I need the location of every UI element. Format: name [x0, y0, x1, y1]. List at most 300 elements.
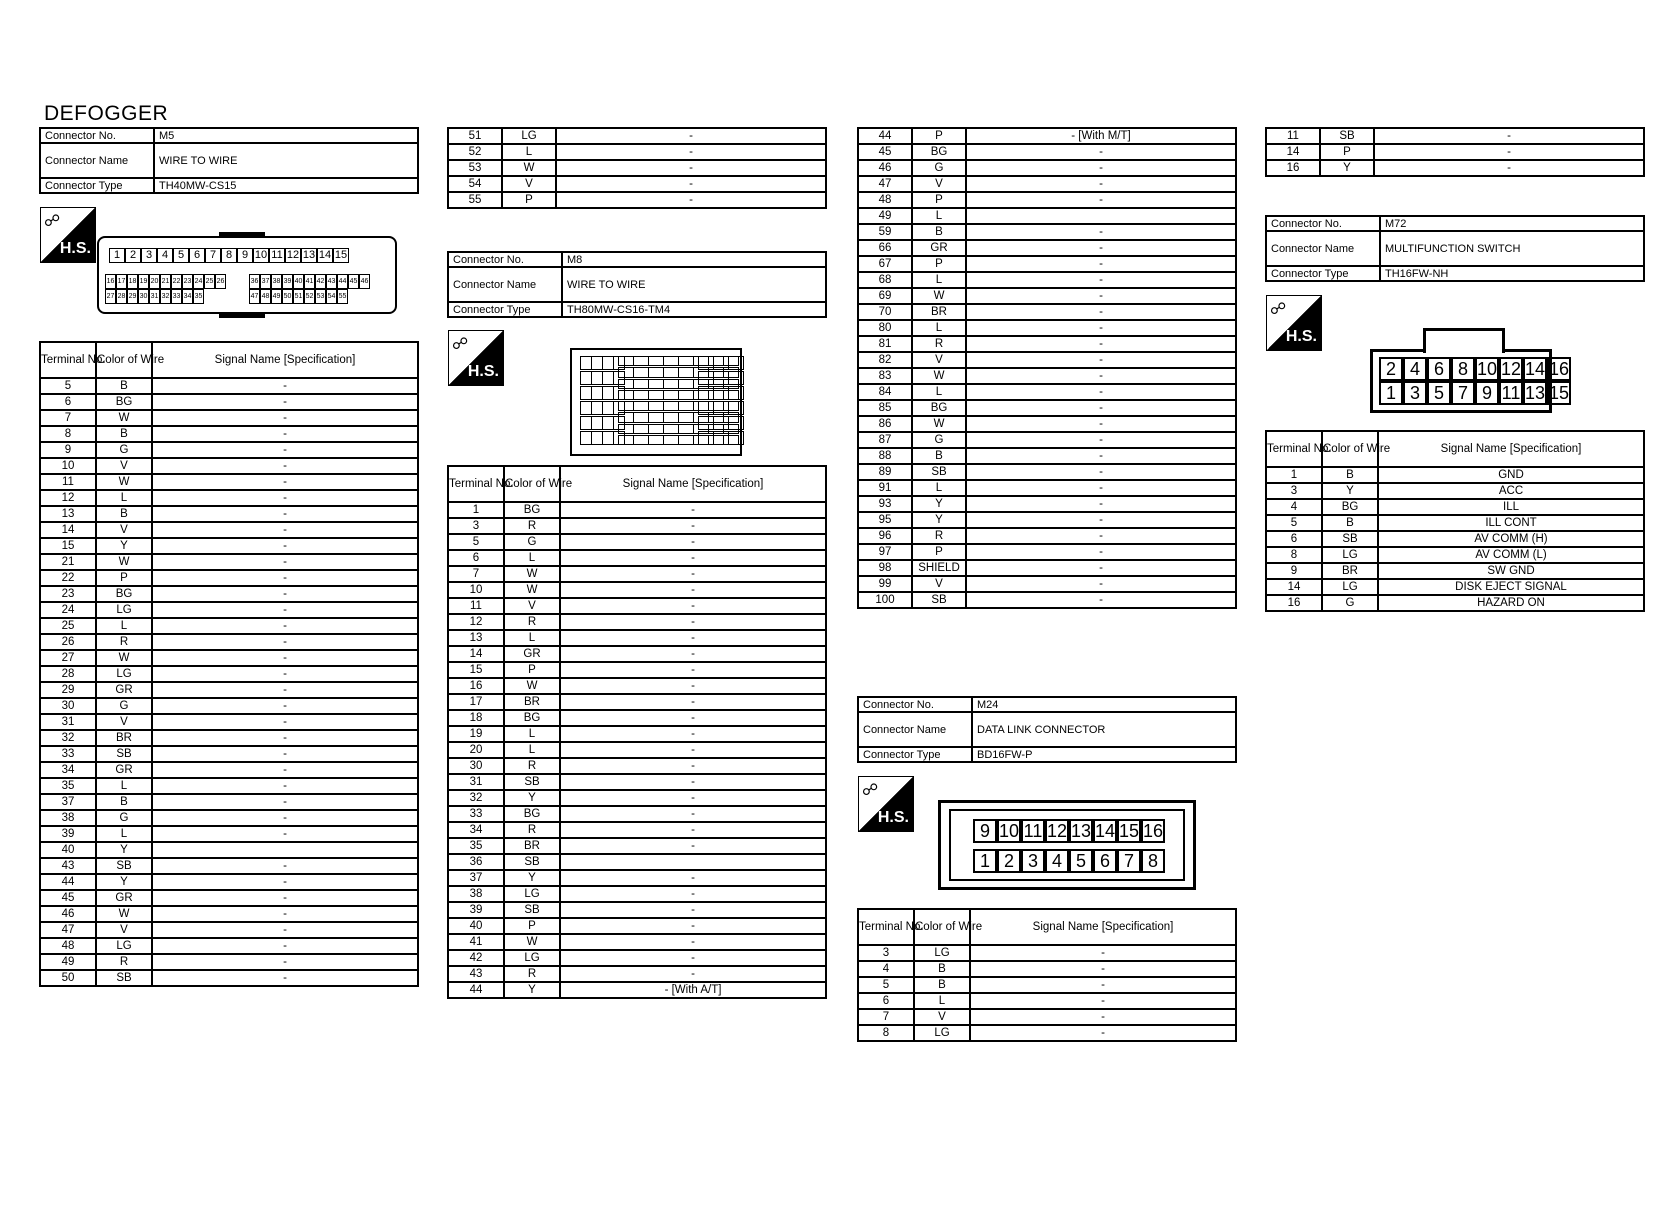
wire-color-cell: P	[912, 192, 966, 208]
signal-cell: -	[966, 144, 1236, 160]
table-row	[448, 918, 826, 934]
pin-label: 47	[249, 289, 260, 304]
terminal-cell: 14	[1266, 579, 1322, 595]
connector-name-label: Connector Name	[448, 267, 562, 302]
wire-color-cell: V	[502, 176, 556, 192]
connector-no-label: Connector No.	[858, 697, 972, 712]
wire-color-cell: P	[502, 192, 556, 208]
wire-color-cell: SB	[504, 854, 560, 870]
cavity	[698, 401, 714, 415]
cavity	[618, 367, 634, 377]
wire-color-cell: W	[96, 650, 152, 666]
terminal-cell: 59	[858, 224, 912, 240]
cavity	[713, 401, 729, 415]
terminal-cell: 30	[448, 758, 504, 774]
pin-label: 7	[205, 248, 221, 263]
wire-color-cell: W	[96, 906, 152, 922]
pin-label: 29	[127, 289, 138, 304]
table-row	[858, 432, 1236, 448]
terminal-cell: 6	[448, 550, 504, 566]
connector-name-label: Connector Name	[1266, 231, 1380, 266]
pin-label: 40	[293, 274, 304, 289]
terminal-cell: 6	[858, 993, 914, 1009]
table-row	[448, 790, 826, 806]
signal-cell: -	[560, 950, 826, 966]
cavity	[633, 424, 649, 434]
table-row	[858, 576, 1236, 592]
wire-color-cell: R	[912, 528, 966, 544]
signal-cell: -	[152, 714, 418, 730]
signal-cell: -	[152, 458, 418, 474]
wire-color-cell: L	[504, 742, 560, 758]
wire-color-cell: G	[1322, 595, 1378, 611]
terminal-cell: 8	[858, 1025, 914, 1041]
cavity	[618, 401, 634, 411]
wire-color-cell: R	[504, 758, 560, 774]
connector-no-label: Connector No.	[40, 128, 154, 143]
wire-color-cell: R	[96, 954, 152, 970]
cavity	[618, 390, 634, 400]
table-row	[858, 993, 1236, 1009]
table-row	[40, 554, 418, 570]
table-row	[40, 858, 418, 874]
signal-cell: -	[560, 550, 826, 566]
terminal-cell: 70	[858, 304, 912, 320]
signal-cell: ACC	[1378, 483, 1644, 499]
signal-cell: -	[152, 442, 418, 458]
wire-color-cell: V	[912, 176, 966, 192]
signal-cell: HAZARD ON	[1378, 595, 1644, 611]
signal-cell: -	[152, 810, 418, 826]
pin-label: 8	[221, 248, 237, 263]
pin-label: 44	[337, 274, 348, 289]
terminal-cell: 16	[1266, 595, 1322, 611]
signal-cell: -	[966, 576, 1236, 592]
table-row	[448, 192, 826, 208]
signal-cell: -	[966, 512, 1236, 528]
signal-cell: -	[152, 730, 418, 746]
table-row	[858, 144, 1236, 160]
pin-label: 14	[318, 249, 332, 261]
wire-color-cell: LG	[504, 950, 560, 966]
hs-label: H.S.	[59, 240, 91, 257]
terminal-table-m8	[447, 465, 827, 999]
wire-color-cell: BG	[504, 502, 560, 518]
signal-cell: -	[966, 192, 1236, 208]
wire-color-cell: W	[504, 566, 560, 582]
signal-cell: -	[152, 922, 418, 938]
cavity	[633, 412, 649, 422]
table-row	[40, 394, 418, 410]
cavity	[678, 379, 694, 389]
wire-color-cell: G	[96, 810, 152, 826]
terminal-cell: 53	[448, 160, 502, 176]
terminal-table-m5-continued	[447, 127, 827, 209]
signal-cell: -	[152, 474, 418, 490]
wire-color-cell: G	[912, 160, 966, 176]
wire-color-cell: BR	[504, 838, 560, 854]
terminal-cell: 4	[1266, 499, 1322, 515]
signal-cell: -	[966, 528, 1236, 544]
terminal-cell: 11	[1266, 128, 1320, 144]
table-row	[858, 416, 1236, 432]
wire-color-cell: R	[504, 614, 560, 630]
table-row	[40, 954, 418, 970]
wire-color-cell: L	[504, 630, 560, 646]
wire-color-cell: SB	[504, 774, 560, 790]
table-row	[40, 618, 418, 634]
signal-cell: -	[966, 544, 1236, 560]
cavity	[728, 356, 744, 370]
wire-color-cell: SB	[504, 902, 560, 918]
signal-header: Signal Name [Specification]	[152, 342, 418, 378]
terminal-cell: 14	[1266, 144, 1320, 160]
signal-cell: -	[970, 945, 1236, 961]
terminal-cell: 37	[448, 870, 504, 886]
pin-label: 17	[116, 274, 127, 289]
table-row	[858, 977, 1236, 993]
wire-color-cell: GR	[96, 762, 152, 778]
wire-color-cell: V	[504, 598, 560, 614]
terminal-cell: 48	[858, 192, 912, 208]
terminal-cell: 20	[448, 742, 504, 758]
signal-cell: -	[560, 918, 826, 934]
cavity	[648, 390, 664, 400]
signal-cell: -	[560, 758, 826, 774]
signal-cell: -	[560, 678, 826, 694]
wire-color-cell: W	[96, 554, 152, 570]
pin-label: 10	[254, 249, 268, 261]
wire-color-cell: P	[504, 662, 560, 678]
connector-type-value: TH16FW-NH	[1380, 266, 1644, 281]
wire-color-cell: BR	[1322, 563, 1378, 579]
pin-label: 4	[1403, 357, 1427, 381]
pin-label: 4	[157, 248, 173, 263]
signal-cell: AV COMM (H)	[1378, 531, 1644, 547]
signal-cell: -	[966, 288, 1236, 304]
table-row	[448, 144, 826, 160]
signal-cell	[152, 842, 418, 858]
terminal-cell: 43	[448, 966, 504, 982]
signal-cell: -	[966, 352, 1236, 368]
table-row	[40, 634, 418, 650]
hs-label: H.S.	[877, 809, 909, 826]
wire-color-cell: L	[96, 778, 152, 794]
terminal-cell: 46	[858, 160, 912, 176]
terminal-cell: 17	[448, 694, 504, 710]
signal-cell: -	[152, 858, 418, 874]
signal-cell: -	[966, 400, 1236, 416]
pin-label: 52	[304, 289, 315, 304]
table-row	[448, 854, 826, 870]
table-row	[858, 240, 1236, 256]
signal-cell: -	[966, 384, 1236, 400]
pin-label: 38	[271, 274, 282, 289]
wire-color-cell: Y	[96, 842, 152, 858]
terminal-cell: 7	[448, 566, 504, 582]
signal-cell: -	[1374, 144, 1644, 160]
signal-cell: -	[152, 538, 418, 554]
pin-label: 16	[105, 274, 116, 289]
terminal-cell: 93	[858, 496, 912, 512]
wire-color-cell: R	[912, 336, 966, 352]
terminal-cell: 32	[448, 790, 504, 806]
table-row	[858, 256, 1236, 272]
table-row	[40, 906, 418, 922]
pin-label: 49	[271, 289, 282, 304]
pin-label: 27	[105, 289, 116, 304]
terminal-cell: 24	[40, 602, 96, 618]
wire-color-cell: LG	[1322, 547, 1378, 563]
wire-color-cell: G	[912, 432, 966, 448]
terminal-cell: 35	[448, 838, 504, 854]
wire-color-cell: W	[912, 416, 966, 432]
wire-color-cell: V	[914, 1009, 970, 1025]
table-row	[858, 384, 1236, 400]
table-row	[448, 950, 826, 966]
signal-cell: -	[152, 586, 418, 602]
signal-cell: -	[1374, 160, 1644, 176]
wire-color-cell: L	[912, 480, 966, 496]
pin-label: 6	[189, 248, 205, 263]
table-row	[858, 480, 1236, 496]
table-row	[40, 650, 418, 666]
signal-cell: -	[152, 378, 418, 394]
terminal-cell: 14	[448, 646, 504, 662]
terminal-cell: 89	[858, 464, 912, 480]
terminal-cell: 99	[858, 576, 912, 592]
signal-cell: -	[560, 502, 826, 518]
terminal-cell: 13	[448, 630, 504, 646]
pin-label: 7	[1451, 381, 1475, 405]
wire-color-cell: W	[96, 410, 152, 426]
cavity	[663, 379, 679, 389]
pin-row-top	[109, 248, 349, 263]
terminal-cell: 98	[858, 560, 912, 576]
table-row	[448, 694, 826, 710]
terminal-cell: 6	[40, 394, 96, 410]
wire-color-cell: Y	[504, 870, 560, 886]
wire-color-cell: B	[1322, 515, 1378, 531]
cavity	[698, 386, 714, 400]
wire-color-cell: BG	[96, 586, 152, 602]
table-row	[40, 570, 418, 586]
cavity	[633, 379, 649, 389]
terminal-cell: 47	[40, 922, 96, 938]
table-row	[858, 304, 1236, 320]
terminal-cell: 40	[40, 842, 96, 858]
wire-color-cell: B	[96, 794, 152, 810]
table-row	[858, 1009, 1236, 1025]
table-row	[858, 224, 1236, 240]
pin-row-bottom	[973, 849, 1165, 873]
signal-cell: -	[152, 890, 418, 906]
table-row	[858, 192, 1236, 208]
connector-lock-tab	[1423, 328, 1505, 353]
wire-color-cell: V	[96, 714, 152, 730]
terminal-cell: 91	[858, 480, 912, 496]
wire-color-cell: GR	[912, 240, 966, 256]
table-row	[40, 410, 418, 426]
pin-label: 11	[1499, 381, 1523, 405]
terminal-cell: 40	[448, 918, 504, 934]
cavity	[728, 416, 744, 430]
terminal-cell: 82	[858, 352, 912, 368]
wire-color-cell: B	[1322, 467, 1378, 483]
wire-color-cell: B	[96, 378, 152, 394]
signal-cell: -	[966, 224, 1236, 240]
terminal-cell: 83	[858, 368, 912, 384]
wire-color-cell: GR	[96, 890, 152, 906]
table-row	[40, 778, 418, 794]
table-row	[858, 512, 1236, 528]
signal-cell: -	[966, 160, 1236, 176]
wire-color-cell: SB	[96, 746, 152, 762]
table-row	[448, 806, 826, 822]
terminal-cell: 33	[448, 806, 504, 822]
signal-cell: -	[560, 694, 826, 710]
table-row	[448, 838, 826, 854]
cavity	[618, 379, 634, 389]
signal-cell: -	[152, 698, 418, 714]
terminal-table-m8-continued	[857, 127, 1237, 609]
pin-label: 15	[1549, 383, 1570, 403]
signal-cell: -	[556, 192, 826, 208]
terminal-cell: 8	[1266, 547, 1322, 563]
table-row	[40, 666, 418, 682]
table-row	[858, 128, 1236, 144]
cavity	[678, 435, 694, 445]
signal-cell: -	[152, 970, 418, 986]
wire-color-cell: L	[914, 993, 970, 1009]
harness-side-icon	[448, 330, 504, 386]
pin-label: 23	[182, 274, 193, 289]
pin-label: 39	[282, 274, 293, 289]
terminal-cell: 23	[40, 586, 96, 602]
wire-color-cell: SB	[912, 464, 966, 480]
pin-label: 15	[334, 249, 348, 261]
table-row	[858, 400, 1236, 416]
connector-diagram-m24	[938, 800, 1196, 890]
cavity	[698, 371, 714, 385]
table-row	[448, 870, 826, 886]
terminal-cell: 4	[858, 961, 914, 977]
terminal-cell: 41	[448, 934, 504, 950]
cavity	[678, 412, 694, 422]
signal-cell: -	[560, 518, 826, 534]
pin-label: 3	[1403, 381, 1427, 405]
pin-label: 42	[315, 274, 326, 289]
terminal-cell: 80	[858, 320, 912, 336]
wire-color-cell: LG	[96, 666, 152, 682]
signal-cell: -	[560, 790, 826, 806]
connector-glyph-icon: ☍	[452, 336, 469, 353]
table-row	[40, 874, 418, 890]
table-row	[448, 758, 826, 774]
signal-cell: -	[560, 870, 826, 886]
harness-side-icon	[1266, 295, 1322, 351]
wire-color-cell: L	[912, 208, 966, 224]
table-row	[40, 522, 418, 538]
terminal-cell: 38	[448, 886, 504, 902]
table-row	[858, 320, 1236, 336]
terminal-cell: 44	[448, 982, 504, 998]
table-row	[858, 272, 1236, 288]
signal-cell: -	[966, 496, 1236, 512]
terminal-cell: 69	[858, 288, 912, 304]
signal-cell: -	[152, 826, 418, 842]
table-row	[40, 442, 418, 458]
pin-label: 22	[171, 274, 182, 289]
wire-color-cell: L	[912, 272, 966, 288]
terminal-cell: 47	[858, 176, 912, 192]
pin-label: 11	[1021, 819, 1045, 843]
cavity	[698, 416, 714, 430]
pin-label: 21	[160, 274, 171, 289]
wire-color-cell: Y	[504, 790, 560, 806]
signal-cell: -	[970, 1025, 1236, 1041]
table-row	[858, 544, 1236, 560]
terminal-cell: 86	[858, 416, 912, 432]
terminal-cell: 38	[40, 810, 96, 826]
cavity	[663, 424, 679, 434]
wire-color-cell: LG	[96, 602, 152, 618]
terminal-cell: 39	[40, 826, 96, 842]
cavity	[663, 356, 679, 366]
wire-color-cell: P	[912, 128, 966, 144]
wire-color-cell: P	[96, 570, 152, 586]
table-row	[448, 176, 826, 192]
signal-cell: -	[560, 630, 826, 646]
terminal-cell: 45	[858, 144, 912, 160]
signal-cell: DISK EJECT SIGNAL	[1378, 579, 1644, 595]
wire-color-cell: R	[504, 822, 560, 838]
cavity	[618, 412, 634, 422]
pin-label: 18	[127, 274, 138, 289]
cavity	[713, 431, 729, 445]
terminal-cell: 88	[858, 448, 912, 464]
pin-label: 13	[1071, 821, 1092, 841]
table-row	[1266, 563, 1644, 579]
table-row	[40, 826, 418, 842]
table-row	[858, 496, 1236, 512]
terminal-cell: 6	[1266, 531, 1322, 547]
signal-cell: -	[560, 902, 826, 918]
terminal-header: Terminal No.	[858, 909, 914, 945]
table-row	[858, 560, 1236, 576]
table-row	[40, 682, 418, 698]
connector-type-value: BD16FW-P	[972, 747, 1236, 762]
wire-color-cell: LG	[914, 945, 970, 961]
pin-label: 37	[260, 274, 271, 289]
signal-cell: -	[560, 662, 826, 678]
table-row	[448, 822, 826, 838]
table-row	[40, 474, 418, 490]
wire-color-cell: B	[912, 224, 966, 240]
signal-cell: -	[966, 448, 1236, 464]
connector-latch	[219, 232, 265, 237]
wire-color-cell: V	[96, 458, 152, 474]
terminal-cell: 25	[40, 618, 96, 634]
signal-cell: - [With M/T]	[966, 128, 1236, 144]
wire-color-cell: LG	[502, 128, 556, 144]
pin-label: 45	[348, 274, 359, 289]
signal-cell: -	[560, 806, 826, 822]
signal-cell: -	[1374, 128, 1644, 144]
signal-cell: -	[560, 710, 826, 726]
terminal-table-m24-continued	[1265, 127, 1645, 177]
signal-cell: -	[152, 778, 418, 794]
